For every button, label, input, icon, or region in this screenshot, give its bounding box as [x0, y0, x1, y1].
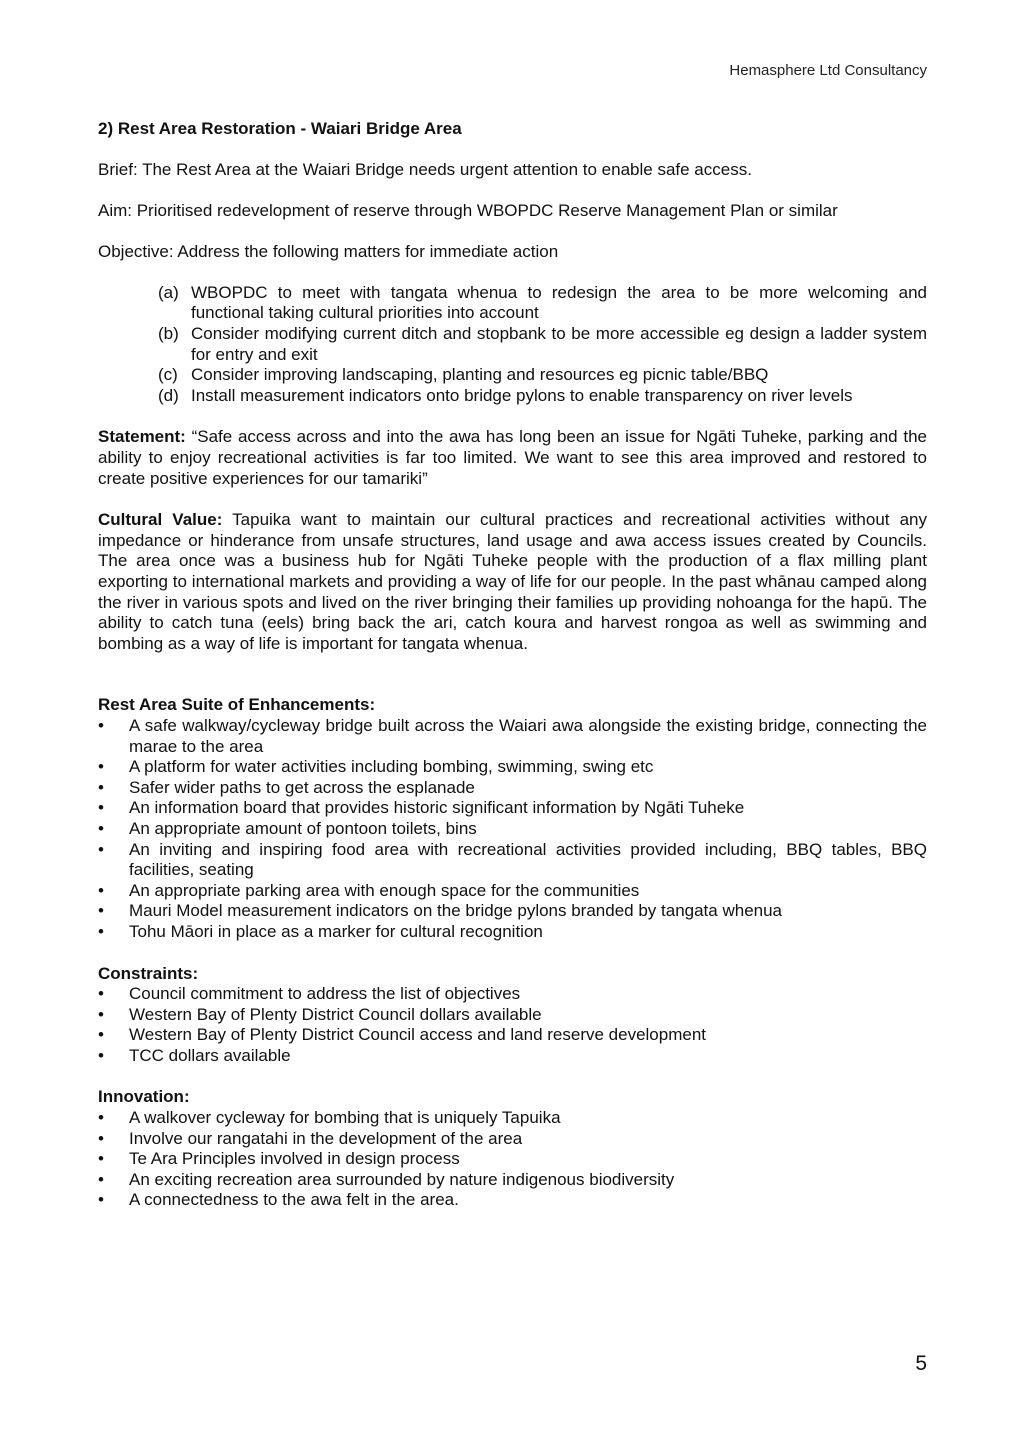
list-item: [98, 922, 927, 943]
list-item: [98, 716, 927, 757]
statement-paragraph: [98, 427, 927, 489]
list-item: [98, 1190, 927, 1211]
list-item-text: An inviting and inspiring food area with recreational activities provided including, BBQ tables, BBQ facilities, seating: [129, 839, 927, 880]
list-item-text: An appropriate parking area with enough space for the communities: [129, 880, 640, 900]
objective-paragraph: Objective: Address the following matters for immediate action: [98, 241, 559, 261]
list-item: [98, 881, 927, 902]
statement-text: “Safe access across and into the awa has long been an issue for Ngāti Tuheke, parking and the ability to enjoy recreational activities is far too limited. We want to see this area improved and restored to create positive experiences for our tamariki”: [98, 427, 927, 488]
enhancements-heading: Rest Area Suite of Enhancements:: [98, 695, 376, 715]
bullet-icon: •: [98, 921, 104, 941]
list-item-label: (a): [158, 282, 179, 302]
list-item: [98, 1005, 927, 1026]
list-item-text: A walkover cycleway for bombing that is uniquely Tapuika: [129, 1108, 561, 1128]
list-item: [98, 1046, 927, 1067]
statement-label: Statement:: [98, 427, 186, 447]
list-item: [98, 1129, 927, 1150]
list-item-label: (b): [158, 324, 179, 344]
list-item: [98, 901, 927, 922]
bullet-icon: •: [98, 1149, 104, 1169]
list-item-text: Te Ara Principles involved in design process: [129, 1149, 460, 1169]
list-item-text: TCC dollars available: [129, 1045, 291, 1065]
list-item-text: An appropriate amount of pontoon toilets, bins: [129, 818, 477, 838]
constraints-list: [98, 984, 927, 1066]
bullet-icon: •: [98, 1025, 104, 1045]
list-item-text: Western Bay of Plenty District Council access and land reserve development: [129, 1025, 707, 1045]
list-item-label: (d): [158, 385, 179, 405]
list-item-text: WBOPDC to meet with tangata whenua to redesign the area to be more welcoming and functional taking cultural priorities into account: [191, 282, 927, 323]
section-title: 2) Rest Area Restoration - Waiari Bridge Area: [98, 119, 462, 138]
bullet-icon: •: [98, 777, 104, 797]
innovation-list: [98, 1108, 927, 1211]
list-item-label: (c): [158, 365, 178, 385]
page-content: [98, 119, 927, 1232]
list-item: [98, 778, 927, 799]
list-item-text: A connectedness to the awa felt in the area.: [129, 1190, 459, 1210]
list-item: [148, 365, 927, 386]
bullet-icon: •: [98, 1128, 104, 1148]
list-item-text: Consider modifying current ditch and stopbank to be more accessible eg design a ladder system for entry and exit: [191, 324, 927, 364]
list-item: [98, 798, 927, 819]
list-item: [148, 324, 927, 365]
list-item: [98, 757, 927, 778]
bullet-icon: •: [98, 818, 104, 838]
list-item-text: Consider improving landscaping, planting and resources eg picnic table/BBQ: [191, 365, 769, 385]
bullet-icon: •: [98, 1108, 104, 1128]
list-item-text: Western Bay of Plenty District Council dollars available: [129, 1004, 542, 1024]
bullet-icon: •: [98, 757, 104, 777]
bullet-icon: •: [98, 1004, 104, 1024]
cultural-value-text: Tapuika want to maintain our cultural practices and recreational activities without any impedance or hinderance from unsafe structures, land usage and awa access issues created by Councils. The area once was a business hub for Ngāti Tuheke people with the production of a flax milling plant exporting to international markets and providing a way of life for our people. In the past whānau camped along the river in various spots and lived on the river bringing their families up providing nohoanga for the hapū. The ability to catch tuna (eels) bring back the ari, catch koura and harvest rongoa as well as swimming and bombing as a way of life is important for tangata whenua.: [98, 510, 928, 653]
bullet-icon: •: [98, 984, 104, 1004]
list-item: [98, 984, 927, 1005]
bullet-icon: •: [98, 1190, 104, 1210]
list-item-text: Mauri Model measurement indicators on the bridge pylons branded by tangata whenua: [129, 901, 783, 921]
list-item: [98, 819, 927, 840]
bullet-icon: •: [98, 715, 104, 735]
enhancements-list: [98, 716, 927, 943]
bullet-icon: •: [98, 839, 104, 859]
list-item-text: Council commitment to address the list of objectives: [129, 984, 521, 1004]
list-item: [98, 1108, 927, 1129]
bullet-icon: •: [98, 880, 104, 900]
cultural-value-label: Cultural Value:: [98, 510, 223, 530]
list-item: [98, 1149, 927, 1170]
action-list: [98, 283, 927, 407]
list-item-text: Install measurement indicators onto bridge pylons to enable transparency on river levels: [191, 385, 853, 405]
list-item: [148, 283, 927, 324]
list-item-text: Safer wider paths to get across the esplanade: [129, 777, 475, 797]
list-item-text: A platform for water activities including bombing, swimming, swing etc: [129, 757, 654, 777]
list-item: [148, 386, 927, 407]
bullet-icon: •: [98, 901, 104, 921]
innovation-heading: Innovation:: [98, 1087, 190, 1107]
list-item: [98, 1170, 927, 1191]
bullet-icon: •: [98, 1169, 104, 1189]
list-item-text: Involve our rangatahi in the development of the area: [129, 1128, 523, 1148]
list-item: [98, 840, 927, 881]
list-item: [98, 1025, 927, 1046]
cultural-value-paragraph: [98, 510, 927, 654]
bullet-icon: •: [98, 1045, 104, 1065]
bullet-icon: •: [98, 798, 104, 818]
constraints-heading: Constraints:: [98, 963, 199, 983]
list-item-text: An exciting recreation area surrounded by nature indigenous biodiversity: [129, 1169, 675, 1189]
brief-paragraph: Brief: The Rest Area at the Waiari Bridge needs urgent attention to enable safe access.: [98, 159, 752, 179]
page-number: 5: [915, 1352, 927, 1375]
aim-paragraph: Aim: Prioritised redevelopment of reserve through WBOPDC Reserve Management Plan or similar: [98, 200, 838, 220]
list-item-text: An information board that provides historic significant information by Ngāti Tuheke: [129, 798, 745, 818]
list-item-text: Tohu Māori in place as a marker for cultural recognition: [129, 921, 543, 941]
header-company: Hemasphere Ltd Consultancy: [729, 62, 927, 79]
list-item-text: A safe walkway/cycleway bridge built across the Waiari awa alongside the existing bridge, connecting the marae to the area: [129, 715, 927, 756]
